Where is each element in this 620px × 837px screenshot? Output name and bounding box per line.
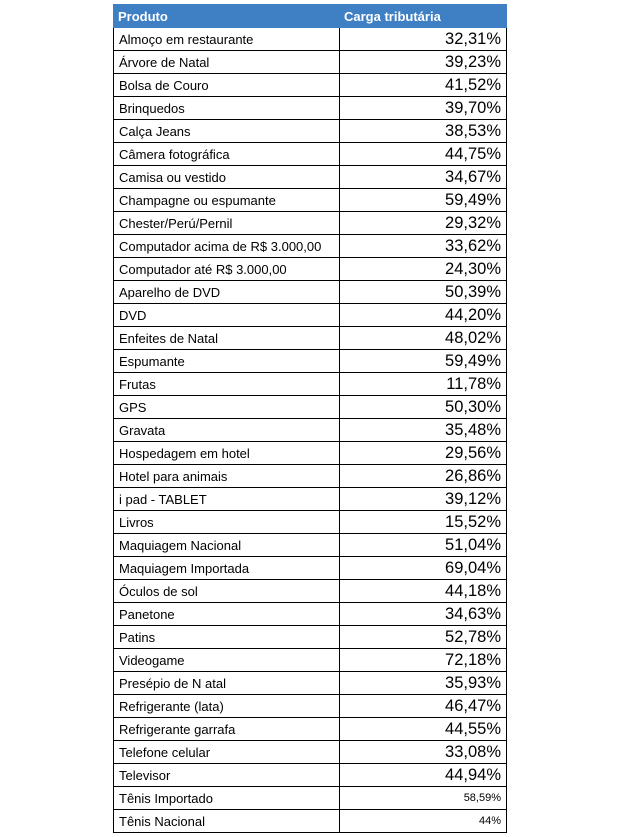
- tax-burden-cell: 58,59%: [340, 787, 507, 810]
- table-row: [114, 511, 507, 534]
- product-name-cell: Videogame: [114, 649, 340, 672]
- tax-burden-cell: 29,32%: [340, 212, 507, 235]
- product-name-cell: Enfeites de Natal: [114, 327, 340, 350]
- table-row: [114, 74, 507, 97]
- tax-burden-cell: 33,62%: [340, 235, 507, 258]
- table-row: [114, 235, 507, 258]
- tax-burden-cell: 44%: [340, 810, 507, 833]
- product-name-cell: Televisor: [114, 764, 340, 787]
- tax-burden-cell: 59,49%: [340, 350, 507, 373]
- product-name-cell: Brinquedos: [114, 97, 340, 120]
- product-name-cell: Hotel para animais: [114, 465, 340, 488]
- tax-burden-cell: 44,55%: [340, 718, 507, 741]
- tax-burden-table: [113, 4, 507, 833]
- tax-burden-cell: 11,78%: [340, 373, 507, 396]
- tax-burden-cell: 29,56%: [340, 442, 507, 465]
- table-row: [114, 626, 507, 649]
- tax-burden-cell: 59,49%: [340, 189, 507, 212]
- table-row: [114, 442, 507, 465]
- product-name-cell: Hospedagem em hotel: [114, 442, 340, 465]
- column-header-carga-tributaria: Carga tributária: [340, 5, 507, 28]
- product-name-cell: Presépio de N atal: [114, 672, 340, 695]
- tax-burden-cell: 44,18%: [340, 580, 507, 603]
- table-row: [114, 649, 507, 672]
- table-row: [114, 557, 507, 580]
- tax-burden-cell: 35,48%: [340, 419, 507, 442]
- product-name-cell: i pad - TABLET: [114, 488, 340, 511]
- table-row: [114, 672, 507, 695]
- product-name-cell: Telefone celular: [114, 741, 340, 764]
- tax-burden-cell: 41,52%: [340, 74, 507, 97]
- product-name-cell: Chester/Perú/Pernil: [114, 212, 340, 235]
- table-row: [114, 212, 507, 235]
- table-row: [114, 28, 507, 51]
- tax-burden-cell: 39,23%: [340, 51, 507, 74]
- tax-burden-cell: 24,30%: [340, 258, 507, 281]
- table-row: [114, 373, 507, 396]
- table-row: [114, 189, 507, 212]
- tax-burden-cell: 26,86%: [340, 465, 507, 488]
- table-row: [114, 143, 507, 166]
- table-row: [114, 419, 507, 442]
- table-row: [114, 810, 507, 833]
- table-row: [114, 603, 507, 626]
- tax-burden-cell: 69,04%: [340, 557, 507, 580]
- product-name-cell: Almoço em restaurante: [114, 28, 340, 51]
- table-row: [114, 120, 507, 143]
- table-row: [114, 764, 507, 787]
- tax-burden-cell: 44,94%: [340, 764, 507, 787]
- tax-burden-cell: 72,18%: [340, 649, 507, 672]
- product-name-cell: Espumante: [114, 350, 340, 373]
- tax-burden-cell: 48,02%: [340, 327, 507, 350]
- product-name-cell: Champagne ou espumante: [114, 189, 340, 212]
- table-row: [114, 465, 507, 488]
- table-row: [114, 787, 507, 810]
- product-name-cell: Frutas: [114, 373, 340, 396]
- product-name-cell: DVD: [114, 304, 340, 327]
- tax-burden-cell: 39,70%: [340, 97, 507, 120]
- product-name-cell: Maquiagem Importada: [114, 557, 340, 580]
- tax-burden-cell: 50,39%: [340, 281, 507, 304]
- tax-burden-cell: 52,78%: [340, 626, 507, 649]
- product-name-cell: Óculos de sol: [114, 580, 340, 603]
- table-row: [114, 258, 507, 281]
- tax-burden-cell: 51,04%: [340, 534, 507, 557]
- product-name-cell: Bolsa de Couro: [114, 74, 340, 97]
- table-row: [114, 580, 507, 603]
- table-row: [114, 718, 507, 741]
- product-name-cell: Gravata: [114, 419, 340, 442]
- table-row: [114, 281, 507, 304]
- table-row: [114, 97, 507, 120]
- product-name-cell: Tênis Nacional: [114, 810, 340, 833]
- table-row: [114, 166, 507, 189]
- product-name-cell: Livros: [114, 511, 340, 534]
- tax-burden-cell: 44,20%: [340, 304, 507, 327]
- tax-burden-cell: 44,75%: [340, 143, 507, 166]
- column-header-produto: Produto: [114, 5, 340, 28]
- tax-burden-cell: 32,31%: [340, 28, 507, 51]
- table-row: [114, 327, 507, 350]
- table-row: [114, 304, 507, 327]
- tax-burden-cell: 39,12%: [340, 488, 507, 511]
- tax-burden-cell: 34,67%: [340, 166, 507, 189]
- table-header-row: [114, 5, 507, 28]
- product-name-cell: Computador até R$ 3.000,00: [114, 258, 340, 281]
- table-row: [114, 741, 507, 764]
- product-name-cell: Patins: [114, 626, 340, 649]
- product-name-cell: Árvore de Natal: [114, 51, 340, 74]
- tax-burden-cell: 50,30%: [340, 396, 507, 419]
- product-name-cell: Câmera fotográfica: [114, 143, 340, 166]
- product-name-cell: Refrigerante garrafa: [114, 718, 340, 741]
- table-row: [114, 350, 507, 373]
- table-row: [114, 695, 507, 718]
- product-name-cell: GPS: [114, 396, 340, 419]
- tax-burden-cell: 34,63%: [340, 603, 507, 626]
- tax-burden-cell: 35,93%: [340, 672, 507, 695]
- product-name-cell: Calça Jeans: [114, 120, 340, 143]
- product-name-cell: Panetone: [114, 603, 340, 626]
- product-name-cell: Maquiagem Nacional: [114, 534, 340, 557]
- product-name-cell: Refrigerante (lata): [114, 695, 340, 718]
- tax-burden-cell: 38,53%: [340, 120, 507, 143]
- table-row: [114, 488, 507, 511]
- tax-burden-cell: 15,52%: [340, 511, 507, 534]
- tax-burden-cell: 33,08%: [340, 741, 507, 764]
- product-name-cell: Tênis Importado: [114, 787, 340, 810]
- table-row: [114, 534, 507, 557]
- table-row: [114, 51, 507, 74]
- product-name-cell: Camisa ou vestido: [114, 166, 340, 189]
- product-name-cell: Aparelho de DVD: [114, 281, 340, 304]
- tax-burden-cell: 46,47%: [340, 695, 507, 718]
- table-row: [114, 396, 507, 419]
- product-name-cell: Computador acima de R$ 3.000,00: [114, 235, 340, 258]
